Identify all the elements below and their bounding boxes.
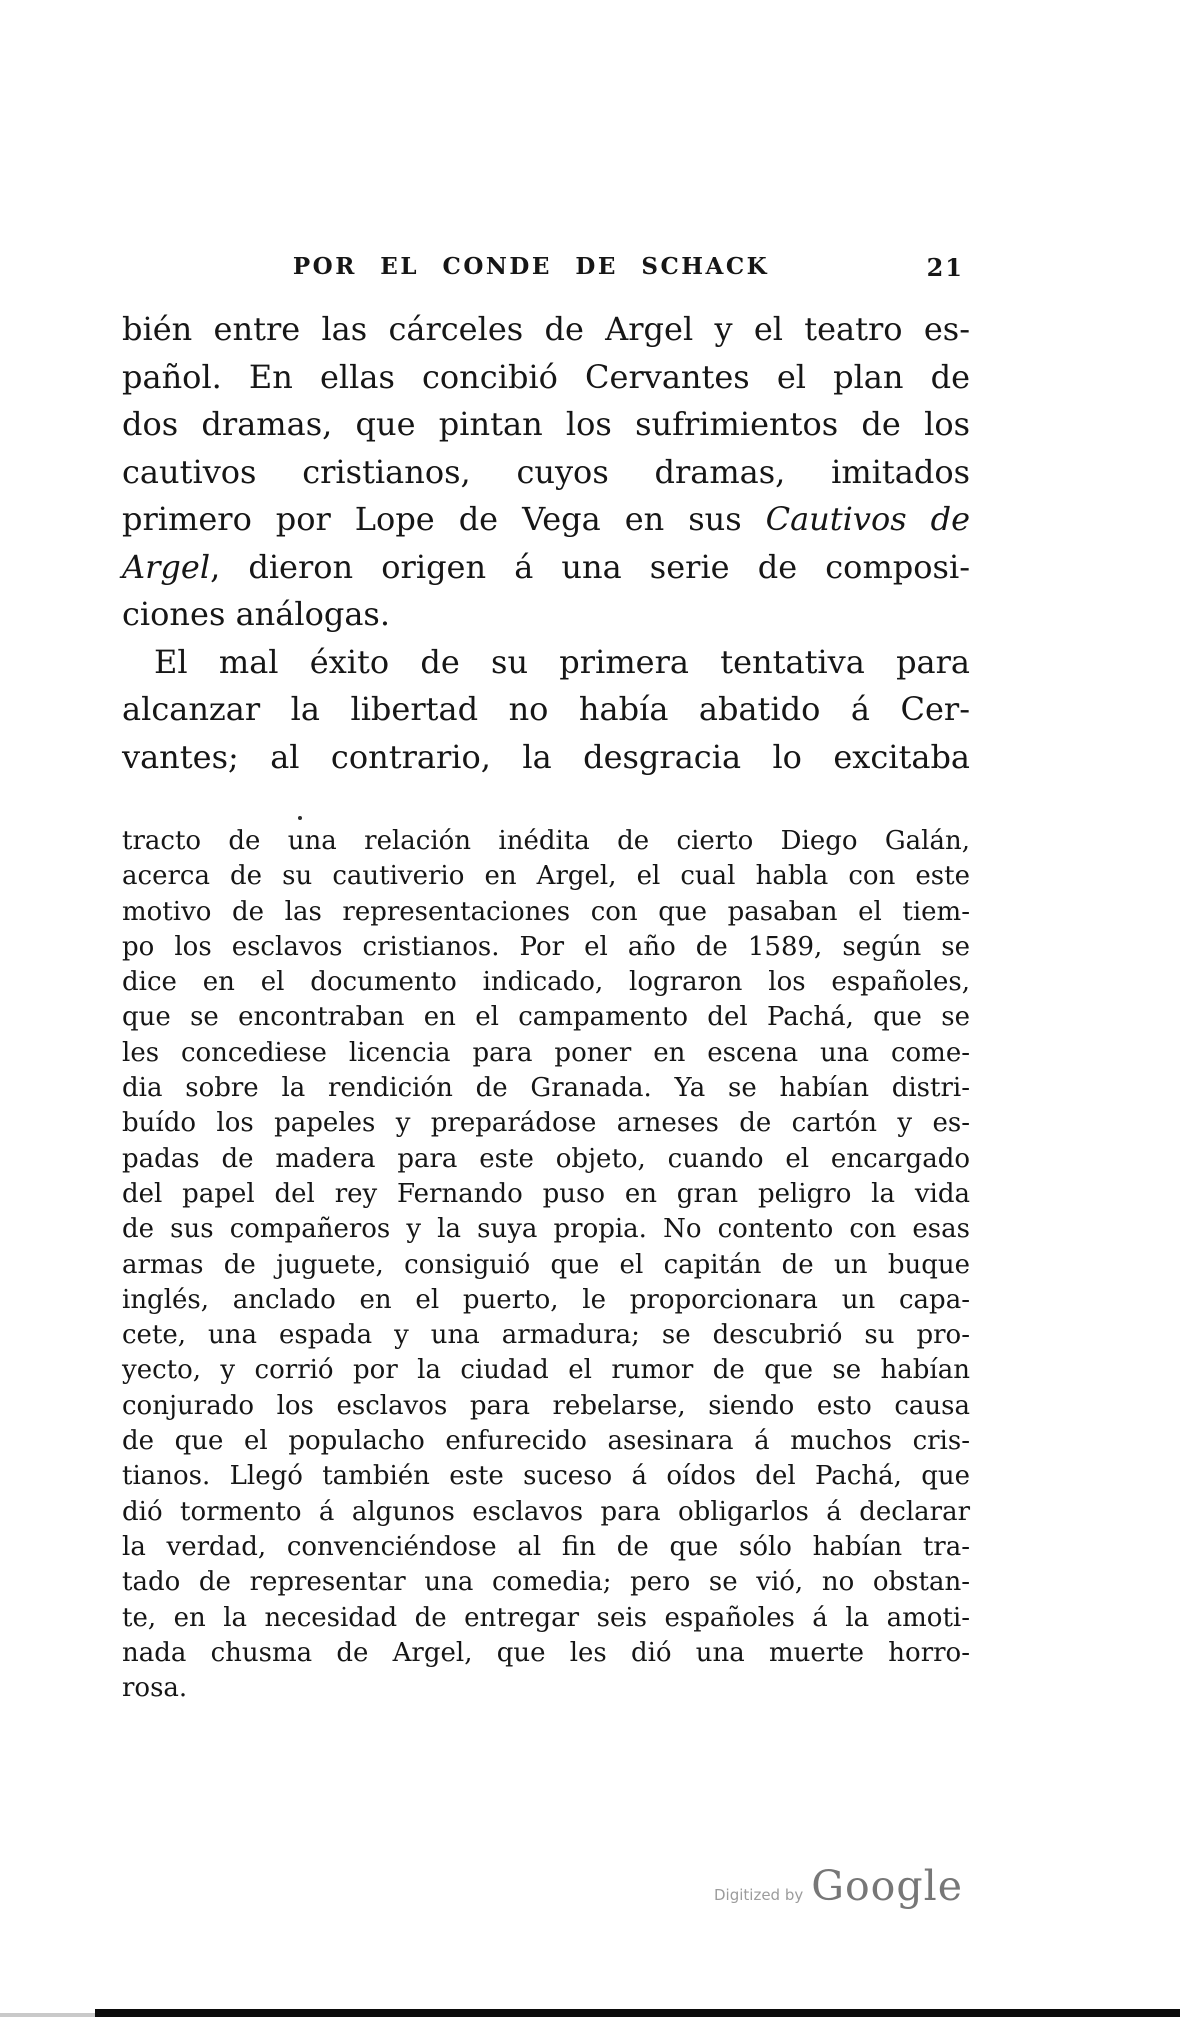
footnote-line: cete, una espada y una armadura; se descubrió su pro- — [122, 1320, 970, 1351]
footnote-line: yecto, y corrió por la ciudad el rumor de que se habían — [122, 1355, 970, 1386]
body-text-line: bién entre las cárceles de Argel y el teatro es- — [122, 310, 970, 348]
footnote-line: acerca de su cautiverio en Argel, el cual habla con este — [122, 861, 970, 892]
footnote-line: inglés, anclado en el puerto, le proporcionara un capa- — [122, 1284, 970, 1315]
footnote-line: del papel del rey Fernando puso en gran peligro la vida — [122, 1178, 970, 1209]
footnote-line: de que el populacho enfurecido asesinara á muchos cris- — [122, 1426, 970, 1457]
footnote-line: armas de juguete, consiguió que el capitán de un buque — [122, 1249, 970, 1280]
body-text-line: dos dramas, que pintan los sufrimientos de los — [122, 405, 970, 443]
footnote-line: te, en la necesidad de entregar seis españoles á la amoti- — [122, 1602, 970, 1633]
page-number: 21 — [926, 253, 964, 282]
body-text-line: Argel, dieron origen á una serie de composi- — [122, 547, 970, 586]
paragraph-1 — [122, 306, 970, 639]
digitization-watermark — [714, 1862, 963, 1910]
body-text-line: ciones análogas. — [122, 595, 390, 633]
body-text-line: pañol. En ellas concibió Cervantes el plan de — [122, 357, 970, 396]
footnote-line: les concediese licencia para poner en escena una come- — [122, 1037, 970, 1068]
watermark-prefix: Digitized by — [714, 1886, 804, 1904]
footnote-line: po los esclavos cristianos. Por el año de 1589, según se — [122, 931, 970, 962]
footnote-line: la verdad, convenciéndose al fin de que sólo habían tra- — [122, 1531, 970, 1562]
footnote-line: tracto de una relación inédita de cierto Diego Galán, — [122, 826, 970, 856]
footnote-line: dice en el documento indicado, lograron los españoles, — [122, 967, 970, 998]
body-text-line: cautivos cristianos, cuyos dramas, imitados — [122, 452, 970, 491]
footnote-line: dió tormento á algunos esclavos para obligarlos á declarar — [122, 1496, 970, 1527]
running-head — [122, 253, 970, 287]
footnote-line: tianos. Llegó también este suceso á oídos del Pachá, que — [122, 1461, 970, 1492]
body-text-line: primero por Lope de Vega en sus Cautivos de — [122, 500, 971, 538]
footnote-line: de sus compañeros y la suya propia. No contento con esas — [122, 1214, 970, 1245]
footnote-line: conjurado los esclavos para rebelarse, siendo esto causa — [122, 1390, 970, 1421]
paragraph-2 — [122, 639, 970, 782]
footnote-line: dia sobre la rendición de Granada. Ya se habían distri- — [122, 1073, 970, 1104]
footnote-line: tado de representar una comedia; pero se vió, no obstan- — [122, 1567, 970, 1598]
footnote-line: padas de madera para este objeto, cuando el encargado — [122, 1143, 970, 1174]
body-text-line: vantes; al contrario, la desgracia lo excitaba — [122, 737, 970, 776]
scan-artifact-dot — [298, 816, 302, 820]
body-text-line: alcanzar la libertad no había abatido á Cer- — [122, 690, 970, 728]
page-bottom-edge-left — [0, 2013, 95, 2017]
body-text — [122, 306, 970, 781]
footnote-line: que se encontraban en el campamento del Pachá, que se — [122, 1002, 970, 1033]
footnote-line: rosa. — [122, 1673, 188, 1704]
google-logo: Google — [811, 1862, 963, 1910]
footnote — [122, 824, 970, 1706]
body-text-line: El mal éxito de su primera tentativa para — [154, 642, 970, 681]
footnote-line: motivo de las representaciones con que pasaban el tiem- — [122, 896, 970, 927]
page-header-title: POR EL CONDE DE SCHACK — [292, 253, 770, 280]
page-bottom-edge — [95, 2009, 1180, 2017]
footnote-line: buído los papeles y preparádose arneses de cartón y es- — [122, 1108, 970, 1139]
footnote-line: nada chusma de Argel, que les dió una muerte horro- — [122, 1637, 970, 1668]
